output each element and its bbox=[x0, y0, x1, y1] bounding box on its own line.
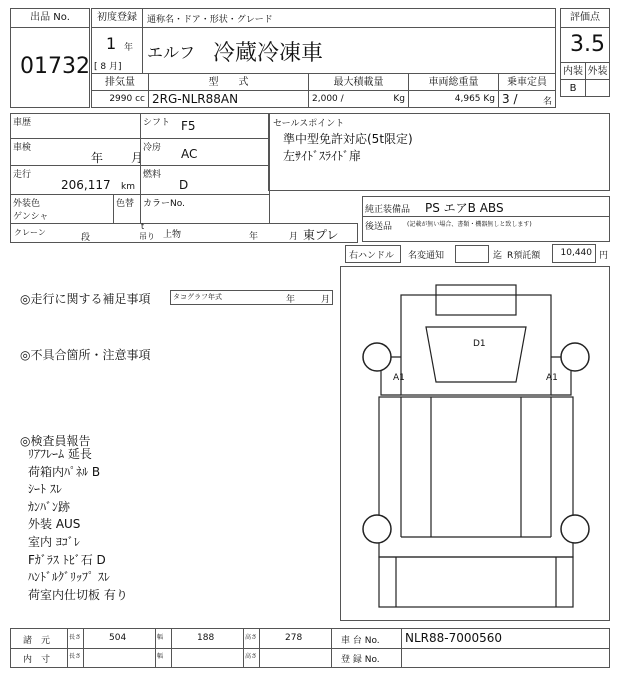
damage-mark: D1 bbox=[473, 339, 486, 349]
color-change-label: 色替 bbox=[116, 199, 135, 209]
recycle-amount: 10,440 bbox=[560, 248, 592, 258]
tacho-label: タコグラフ年式 bbox=[173, 293, 222, 301]
inspector-line: ｼｰﾄ ｽﾚ bbox=[28, 482, 62, 497]
defects-label: ◎不具合箇所・注意事項 bbox=[20, 348, 151, 362]
year-unit: 年 bbox=[124, 43, 134, 53]
height: 278 bbox=[285, 633, 303, 643]
sales-point-box bbox=[268, 113, 610, 191]
color-no-label: カラーNo. bbox=[143, 199, 185, 209]
model-code-cell bbox=[148, 90, 309, 108]
mileage-unit: km bbox=[121, 182, 135, 192]
rhd-badge bbox=[345, 245, 401, 263]
mileage-label: 走行 bbox=[13, 170, 32, 180]
displacement: 2990 cc bbox=[109, 94, 145, 104]
color-cell bbox=[10, 194, 114, 224]
crane-ton: t bbox=[141, 222, 145, 231]
inspector-label: ◎検査員報告 bbox=[20, 434, 91, 448]
name-label-cell bbox=[142, 8, 556, 28]
inspection-year: 年 bbox=[91, 151, 104, 165]
mileage: 206,117 bbox=[61, 178, 111, 192]
inspector-line: ﾊﾝﾄﾞﾙｸﾞﾘｯﾌﾟ ｽﾚ bbox=[28, 570, 110, 585]
ac-cell bbox=[140, 138, 270, 166]
crane-stage: 段 bbox=[81, 233, 91, 243]
equipment-row bbox=[362, 196, 610, 217]
later-row bbox=[362, 216, 610, 242]
capacity: 3 / bbox=[502, 92, 518, 106]
crane-row bbox=[10, 223, 358, 243]
reg-year: 1 bbox=[106, 34, 117, 53]
first-reg-cell bbox=[91, 27, 143, 74]
gross-weight-label: 車両総重量 bbox=[408, 73, 499, 91]
crane-label: クレーン bbox=[14, 228, 46, 237]
truck-diagram bbox=[340, 266, 610, 621]
width-label: 幅 bbox=[157, 634, 164, 641]
capacity-label: 乗車定員 bbox=[498, 73, 556, 91]
tacho-year: 年 bbox=[286, 295, 296, 305]
exterior-label: 外装 bbox=[585, 62, 610, 80]
inspector-line: 荷箱内ﾊﾟﾈﾙ B bbox=[28, 464, 101, 479]
color-no-cell bbox=[140, 194, 270, 224]
name-cell bbox=[142, 27, 556, 74]
max-load-label: 最大積載量 bbox=[308, 73, 409, 91]
shift-label: シフト bbox=[143, 118, 171, 128]
reg-no-label: 登 録 No. bbox=[341, 655, 380, 665]
sales-point-line: 左ｻｲﾄﾞｽﾗｲﾄﾞ扉 bbox=[283, 149, 362, 163]
chassis-number: NLR88-7000560 bbox=[405, 631, 503, 645]
until-label: 迄 bbox=[493, 251, 503, 261]
fuel-label: 燃料 bbox=[143, 170, 162, 180]
history-cell bbox=[10, 113, 141, 139]
width: 188 bbox=[197, 633, 215, 643]
damage-mark: A1 bbox=[393, 373, 405, 383]
bottom-table bbox=[10, 628, 610, 668]
later-note: (記載が無い場合、書類・機器無しと致します) bbox=[407, 221, 532, 228]
lot-cell bbox=[10, 27, 90, 108]
inspector-line: ｶﾝﾊﾞﾝ跡 bbox=[28, 499, 71, 514]
rhd-label: 右ハンドル bbox=[349, 251, 395, 261]
inspector-line: 室内 ﾖｺﾞﾚ bbox=[28, 534, 80, 549]
body-maker: 東プレ bbox=[303, 228, 339, 242]
capacity-unit: 名 bbox=[542, 97, 552, 107]
color: ゲンシャ bbox=[13, 212, 49, 222]
equipment-label: 純正装備品 bbox=[365, 205, 411, 215]
inspection-label: 車検 bbox=[13, 143, 32, 153]
tacho-box bbox=[170, 290, 333, 305]
name-change-box bbox=[455, 245, 489, 263]
recycle-box bbox=[552, 244, 596, 263]
score-cell bbox=[560, 27, 610, 63]
inspection-cell bbox=[10, 138, 144, 166]
lot-number: 01732 bbox=[20, 54, 90, 79]
mileage-cell bbox=[10, 165, 141, 195]
length: 504 bbox=[109, 633, 127, 643]
score-label: 評価点 bbox=[560, 8, 610, 28]
gross-weight: 4,965 Kg bbox=[454, 94, 495, 104]
ac: AC bbox=[181, 147, 198, 161]
first-reg-label: 初度登録 bbox=[91, 8, 143, 28]
inner-height-label: 高さ bbox=[245, 653, 258, 660]
color-label: 外装色 bbox=[13, 199, 41, 209]
inspector-line: Fｶﾞﾗｽ ﾄﾋﾞ石 D bbox=[28, 552, 106, 567]
model-name: エルフ bbox=[147, 43, 196, 62]
fuel-cell bbox=[140, 165, 270, 195]
body-year: 年 bbox=[249, 232, 259, 242]
inspector-line: 外装 AUS bbox=[28, 517, 81, 532]
displacement-cell bbox=[91, 90, 149, 108]
length-label: 長さ bbox=[69, 634, 82, 641]
shift-cell bbox=[140, 113, 270, 139]
inspection-month: 月 bbox=[131, 151, 144, 165]
damage-mark: A1 bbox=[546, 373, 558, 383]
height-label: 高さ bbox=[245, 634, 258, 641]
exterior-grade bbox=[585, 79, 610, 97]
spec-label: 諸 元 bbox=[23, 636, 51, 646]
body-month: 月 bbox=[289, 232, 299, 242]
later-label: 後送品 bbox=[365, 222, 393, 232]
name-label: 通称名・ドア・形状・グレード bbox=[147, 15, 273, 25]
displacement-label: 排気量 bbox=[91, 73, 149, 91]
shift: F5 bbox=[181, 119, 196, 133]
fuel: D bbox=[179, 178, 189, 192]
name-change-label: 名変通知 bbox=[408, 251, 445, 261]
interior-grade: B bbox=[560, 79, 586, 97]
inner-width-label: 幅 bbox=[157, 653, 164, 660]
inner-length-label: 長さ bbox=[69, 653, 82, 660]
interior-label: 内装 bbox=[560, 62, 586, 80]
max-load-cell bbox=[308, 90, 409, 108]
sales-point-label: セールスポイント bbox=[273, 119, 345, 129]
model-code-label: 型 式 bbox=[148, 73, 309, 91]
tacho-month: 月 bbox=[321, 295, 331, 305]
crane-lift: 吊り bbox=[139, 232, 155, 241]
body-type: 冷蔵冷凍車 bbox=[213, 41, 324, 66]
max-load: 2,000 / bbox=[312, 94, 344, 104]
truck-outline-icon bbox=[341, 267, 609, 620]
inner-label: 内 寸 bbox=[23, 655, 51, 665]
ac-label: 冷房 bbox=[143, 143, 162, 153]
gross-weight-cell bbox=[408, 90, 499, 108]
sales-point-line: 準中型免許対応(5t限定) bbox=[283, 132, 413, 146]
inspector-lines bbox=[28, 446, 128, 604]
equipment-value: PS エアB ABS bbox=[425, 201, 504, 215]
reg-month: [ 8 月] bbox=[94, 62, 122, 72]
lot-label: 出品 No. bbox=[10, 8, 90, 28]
capacity-cell bbox=[498, 90, 556, 108]
driving-notes-label: ◎走行に関する補足事項 bbox=[20, 292, 151, 306]
score: 3.5 bbox=[570, 32, 605, 57]
max-load-unit: Kg bbox=[393, 94, 405, 104]
recycle-label: R預託額 bbox=[507, 251, 541, 261]
yen-label: 円 bbox=[599, 251, 609, 261]
inspector-line: ﾘｱﾌﾚｰﾑ 延長 bbox=[28, 447, 92, 461]
chassis-label: 車 台 No. bbox=[341, 636, 380, 646]
inspector-line: 荷室内仕切板 有り bbox=[28, 587, 128, 602]
color-change-cell bbox=[113, 194, 141, 224]
history-label: 車歴 bbox=[13, 118, 32, 128]
body-label: 上物 bbox=[163, 230, 182, 240]
model-code: 2RG-NLR88AN bbox=[152, 92, 239, 106]
